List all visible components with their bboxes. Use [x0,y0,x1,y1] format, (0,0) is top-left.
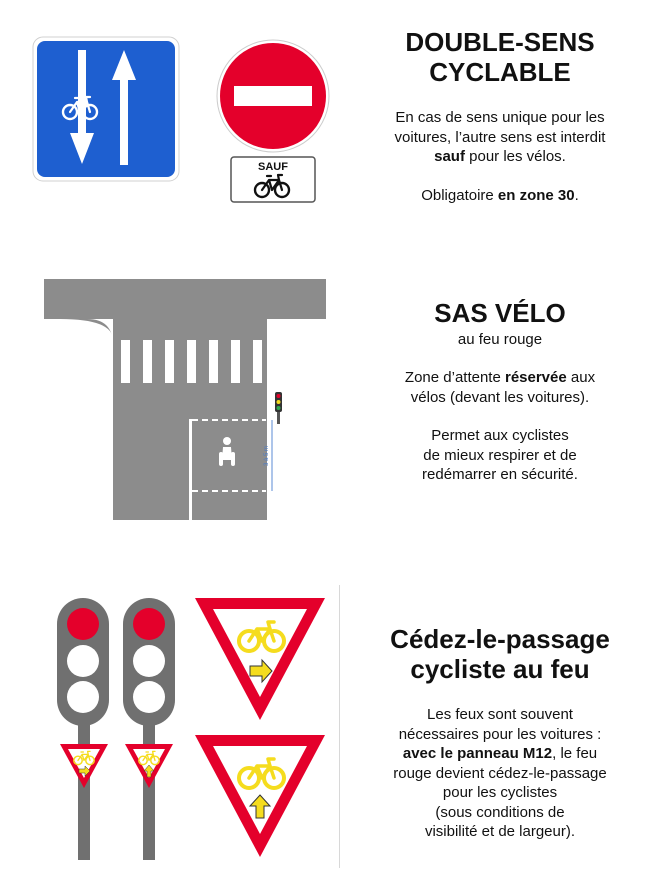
body-text: . [574,186,579,204]
body-text: pour les vélos. [464,148,566,165]
bold-text: réservée [504,369,567,386]
section-body [350,705,650,842]
section-body [350,368,650,485]
section-subtitle: au feu rouge [457,331,543,348]
m12-sign-up-arrow [195,735,325,857]
body-line: pour les cyclistes [442,784,558,801]
double-sens-sign [33,37,179,181]
section-double-sens [355,27,645,205]
bold-text: avec le panneau M12 [402,745,553,762]
body-text: Zone d’attente [404,369,505,386]
title-line: cycliste au feu [410,654,590,684]
section-title: SAS VÉLO [434,298,566,328]
section-sas-velo [350,298,650,485]
sauf-panel-label: SAUF [258,161,288,173]
note-line: Permet aux cyclistes [431,427,569,444]
body-line: (sous conditions de [435,803,565,821]
note-line: de mieux respirer et de [423,446,577,464]
divider-line [339,585,340,868]
body-line: nécessaires pour les voitures : [398,725,602,743]
body-line [350,744,650,764]
section-cedez-le-passage [350,624,650,842]
body-line: visibilité et de largeur). [424,823,576,840]
note-line: redémarrer en sécurité. [422,466,578,483]
title-line: Cédez-le-passage [390,624,610,654]
body-text: Obligatoire [421,186,498,204]
title-line: DOUBLE-SENS [405,27,595,57]
title-line: CYCLABLE [429,57,571,87]
body-line: vélos (devant les voitures). [410,388,590,406]
m12-sign-right-arrow [195,598,325,720]
body-line [350,368,650,388]
body-text: aux [566,369,596,386]
body-line: voitures, l’autre sens est interdit [394,128,606,146]
no-entry-sign [217,40,329,152]
note-line [355,186,645,206]
section-title [355,27,645,87]
bold-text: sauf [434,148,465,165]
section-title [350,624,650,684]
bold-text: en zone 30 [497,186,575,204]
body-line: Les feux sont souvent [427,706,573,723]
traffic-light-left [57,598,109,860]
body-text: , le feu [552,745,598,762]
body-line: rouge devient cédez-le-passage [393,764,607,782]
sas-velo-road [44,279,326,520]
body-line: En cas de sens unique pour les [395,109,605,126]
body-line [355,147,645,167]
section-body [355,108,645,205]
traffic-light-right [123,598,175,860]
sas-dimension-label: 3 à 5 m [264,445,270,467]
